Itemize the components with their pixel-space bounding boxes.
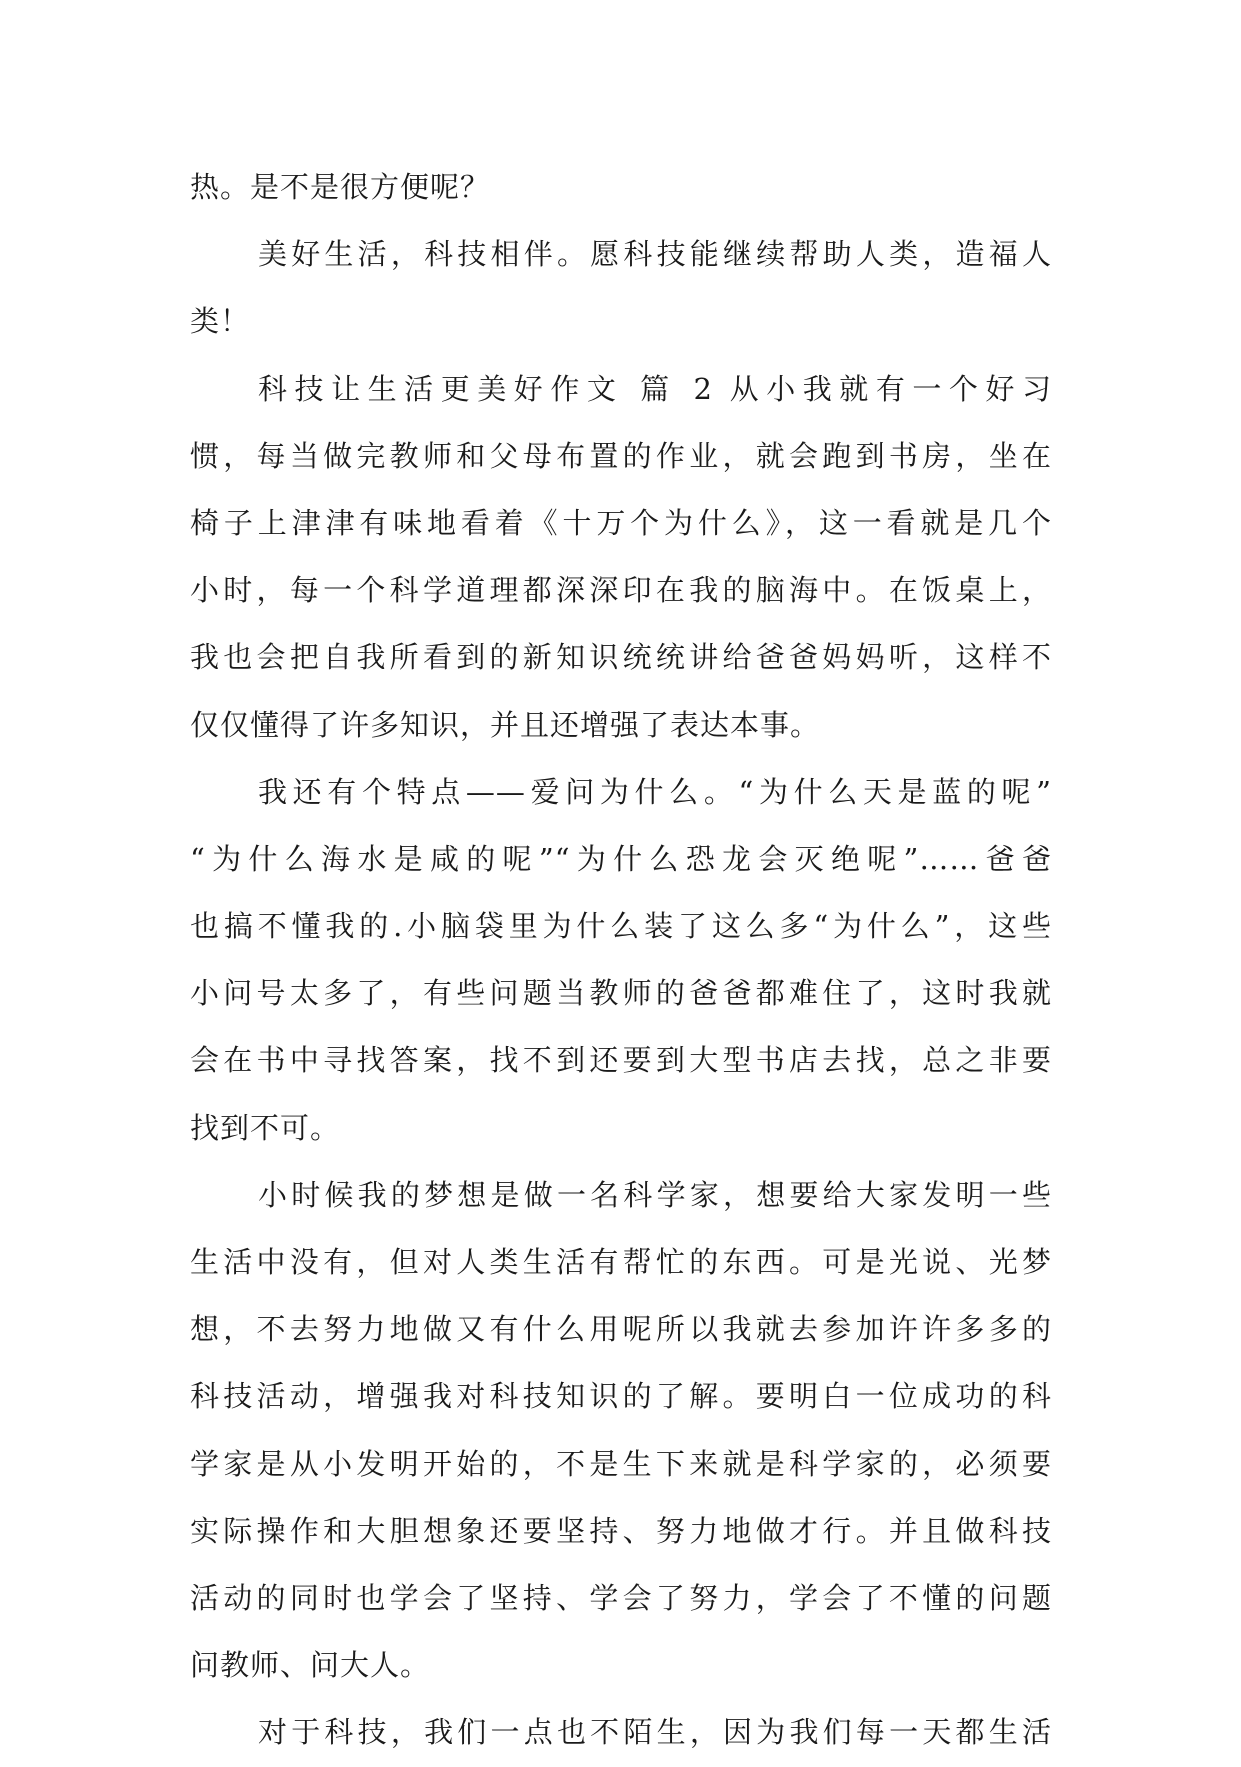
text-line: 小时，每一个科学道理都深深印在我的脑海中。在饭桌上， <box>190 573 1052 608</box>
text-line: 仅仅懂得了许多知识，并且还增强了表达本事。 <box>190 707 821 742</box>
text-line: 惯，每当做完教师和父母布置的作业，就会跑到书房，坐在 <box>190 438 1052 473</box>
text-line: 我也会把自我所看到的新知识统统讲给爸爸妈妈听，这样不 <box>190 640 1052 675</box>
text-line: 我还有个特点——爱问为什么。“为什么天是蓝的呢” <box>258 774 1052 809</box>
text-line: “为什么海水是咸的呢”“为什么恐龙会灭绝呢”……爸爸 <box>190 841 1052 876</box>
text-line: 活动的同时也学会了坚持、学会了努力，学会了不懂的问题 <box>190 1580 1052 1615</box>
text-line: 热。是不是很方便呢？ <box>190 170 491 204</box>
text-line: 学家是从小发明开始的，不是生下来就是科学家的，必须要 <box>190 1446 1052 1481</box>
text-line: 椅子上津津有味地看着《十万个为什么》，这一看就是几个 <box>190 505 1052 540</box>
text-line: 美好生活，科技相伴。愿科技能继续帮助人类，造福人 <box>258 237 1052 272</box>
text-line: 想，不去努力地做又有什么用呢所以我就去参加许许多多的 <box>190 1312 1052 1347</box>
text-line: 小时候我的梦想是做一名科学家，想要给大家发明一些 <box>258 1177 1052 1212</box>
text-line: 科技活动，增强我对科技知识的了解。要明白一位成功的科 <box>190 1379 1052 1414</box>
text-line: 找到不可。 <box>190 1110 341 1145</box>
text-line: 类！ <box>190 304 251 339</box>
text-line: 问教师、问大人。 <box>190 1648 431 1683</box>
text-line: 小问号太多了，有些问题当教师的爸爸都难住了，这时我就 <box>190 976 1052 1011</box>
text-line: 科技让生活更美好作文 篇 2 从小我就有一个好习 <box>258 371 1052 406</box>
body-text <box>190 154 1052 1767</box>
text-line: 对于科技，我们一点也不陌生，因为我们每一天都生活 <box>258 1715 1052 1750</box>
text-line: 会在书中寻找答案，找不到还要到大型书店去找，总之非要 <box>190 1043 1052 1078</box>
text-line: 也搞不懂我的.小脑袋里为什么装了这么多“为什么”，这些 <box>190 909 1052 944</box>
text-line: 生活中没有，但对人类生活有帮忙的东西。可是光说、光梦 <box>190 1245 1052 1279</box>
text-line: 实际操作和大胆想象还要坚持、努力地做才行。并且做科技 <box>190 1513 1052 1548</box>
